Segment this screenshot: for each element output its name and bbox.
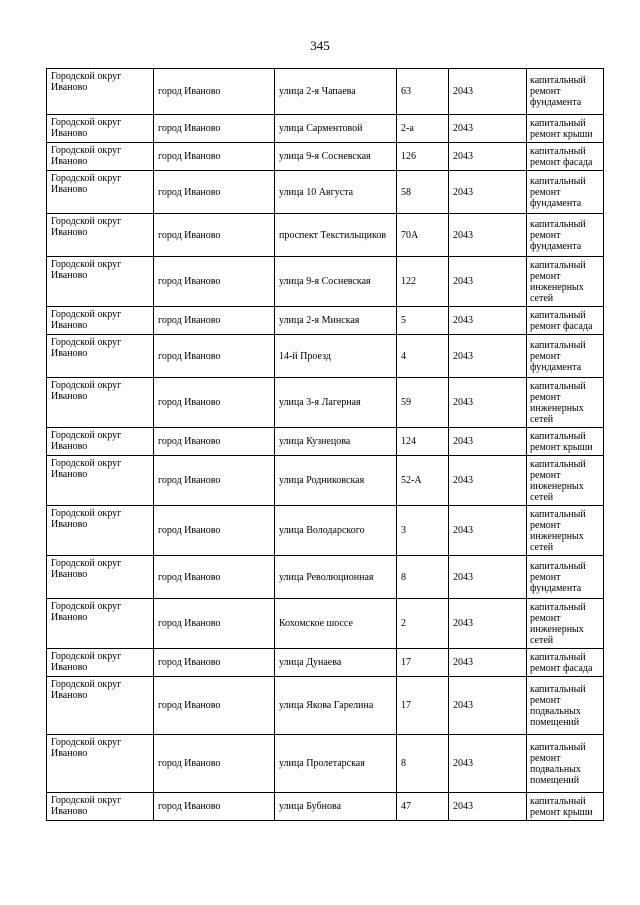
year-cell: 2043: [449, 456, 527, 506]
street-cell: улица Бубнова: [275, 793, 397, 821]
table-row: [47, 335, 604, 378]
year-cell: 2043: [449, 506, 527, 556]
municipality-cell: Городской округ Иваново: [47, 793, 154, 821]
table-row: [47, 599, 604, 649]
street-cell: улица 3-я Лагерная: [275, 378, 397, 428]
work-type-cell: капитальный ремонт инженерных сетей: [527, 506, 604, 556]
table-body: [47, 69, 604, 821]
work-type-cell: капитальный ремонт фундамента: [527, 69, 604, 115]
municipality-cell: Городской округ Иваново: [47, 143, 154, 171]
street-cell: улица Володарского: [275, 506, 397, 556]
city-cell: город Иваново: [154, 171, 275, 214]
municipality-cell: Городской округ Иваново: [47, 428, 154, 456]
work-type-cell: капитальный ремонт инженерных сетей: [527, 456, 604, 506]
year-cell: 2043: [449, 793, 527, 821]
work-type-cell: капитальный ремонт крыши: [527, 115, 604, 143]
city-cell: город Иваново: [154, 456, 275, 506]
street-cell: проспект Текстильщиков: [275, 214, 397, 257]
year-cell: 2043: [449, 378, 527, 428]
year-cell: 2043: [449, 428, 527, 456]
city-cell: город Иваново: [154, 69, 275, 115]
table-row: [47, 649, 604, 677]
house-number-cell: 17: [397, 677, 449, 735]
housing-repair-table: [46, 68, 604, 821]
street-cell: Кохомское шоссе: [275, 599, 397, 649]
year-cell: 2043: [449, 171, 527, 214]
city-cell: город Иваново: [154, 677, 275, 735]
table-row: [47, 428, 604, 456]
house-number-cell: 5: [397, 307, 449, 335]
municipality-cell: Городской округ Иваново: [47, 115, 154, 143]
work-type-cell: капитальный ремонт крыши: [527, 428, 604, 456]
house-number-cell: 8: [397, 556, 449, 599]
house-number-cell: 2: [397, 599, 449, 649]
street-cell: улица 10 Августа: [275, 171, 397, 214]
city-cell: город Иваново: [154, 214, 275, 257]
municipality-cell: Городской округ Иваново: [47, 214, 154, 257]
street-cell: 14-й Проезд: [275, 335, 397, 378]
municipality-cell: Городской округ Иваново: [47, 307, 154, 335]
municipality-cell: Городской округ Иваново: [47, 69, 154, 115]
house-number-cell: 2-а: [397, 115, 449, 143]
table-row: [47, 214, 604, 257]
work-type-cell: капитальный ремонт инженерных сетей: [527, 599, 604, 649]
city-cell: город Иваново: [154, 556, 275, 599]
year-cell: 2043: [449, 307, 527, 335]
municipality-cell: Городской округ Иваново: [47, 335, 154, 378]
municipality-cell: Городской округ Иваново: [47, 378, 154, 428]
house-number-cell: 17: [397, 649, 449, 677]
municipality-cell: Городской округ Иваново: [47, 599, 154, 649]
house-number-cell: 70А: [397, 214, 449, 257]
municipality-cell: Городской округ Иваново: [47, 456, 154, 506]
house-number-cell: 3: [397, 506, 449, 556]
house-number-cell: 58: [397, 171, 449, 214]
work-type-cell: капитальный ремонт фундамента: [527, 556, 604, 599]
city-cell: город Иваново: [154, 378, 275, 428]
table-row: [47, 556, 604, 599]
city-cell: город Иваново: [154, 143, 275, 171]
work-type-cell: капитальный ремонт фундамента: [527, 171, 604, 214]
municipality-cell: Городской округ Иваново: [47, 677, 154, 735]
table-row: [47, 69, 604, 115]
table-row: [47, 115, 604, 143]
street-cell: улица 9-я Сосневская: [275, 143, 397, 171]
year-cell: 2043: [449, 335, 527, 378]
table-row: [47, 307, 604, 335]
year-cell: 2043: [449, 143, 527, 171]
street-cell: улица Якова Гарелина: [275, 677, 397, 735]
municipality-cell: Городской округ Иваново: [47, 649, 154, 677]
street-cell: улица Кузнецова: [275, 428, 397, 456]
year-cell: 2043: [449, 556, 527, 599]
table-row: [47, 735, 604, 793]
year-cell: 2043: [449, 214, 527, 257]
street-cell: улица 2-я Минская: [275, 307, 397, 335]
year-cell: 2043: [449, 677, 527, 735]
city-cell: город Иваново: [154, 335, 275, 378]
house-number-cell: 52-А: [397, 456, 449, 506]
year-cell: 2043: [449, 257, 527, 307]
city-cell: город Иваново: [154, 257, 275, 307]
city-cell: город Иваново: [154, 428, 275, 456]
house-number-cell: 47: [397, 793, 449, 821]
work-type-cell: капитальный ремонт крыши: [527, 793, 604, 821]
house-number-cell: 4: [397, 335, 449, 378]
year-cell: 2043: [449, 735, 527, 793]
street-cell: улица 2-я Чапаева: [275, 69, 397, 115]
table-row: [47, 506, 604, 556]
street-cell: улица 9-я Сосневская: [275, 257, 397, 307]
work-type-cell: капитальный ремонт фундамента: [527, 214, 604, 257]
house-number-cell: 122: [397, 257, 449, 307]
work-type-cell: капитальный ремонт инженерных сетей: [527, 257, 604, 307]
work-type-cell: капитальный ремонт подвальных помещений: [527, 677, 604, 735]
year-cell: 2043: [449, 649, 527, 677]
table-row: [47, 378, 604, 428]
year-cell: 2043: [449, 115, 527, 143]
work-type-cell: капитальный ремонт инженерных сетей: [527, 378, 604, 428]
street-cell: улица Дунаева: [275, 649, 397, 677]
city-cell: город Иваново: [154, 735, 275, 793]
work-type-cell: капитальный ремонт фасада: [527, 143, 604, 171]
table-row: [47, 171, 604, 214]
house-number-cell: 124: [397, 428, 449, 456]
work-type-cell: капитальный ремонт подвальных помещений: [527, 735, 604, 793]
work-type-cell: капитальный ремонт фасада: [527, 307, 604, 335]
municipality-cell: Городской округ Иваново: [47, 506, 154, 556]
city-cell: город Иваново: [154, 506, 275, 556]
street-cell: улица Родниковская: [275, 456, 397, 506]
municipality-cell: Городской округ Иваново: [47, 556, 154, 599]
city-cell: город Иваново: [154, 115, 275, 143]
house-number-cell: 8: [397, 735, 449, 793]
work-type-cell: капитальный ремонт фасада: [527, 649, 604, 677]
city-cell: город Иваново: [154, 793, 275, 821]
year-cell: 2043: [449, 69, 527, 115]
table-row: [47, 793, 604, 821]
table-row: [47, 677, 604, 735]
year-cell: 2043: [449, 599, 527, 649]
work-type-cell: капитальный ремонт фундамента: [527, 335, 604, 378]
street-cell: улица Сарментовой: [275, 115, 397, 143]
city-cell: город Иваново: [154, 307, 275, 335]
house-number-cell: 63: [397, 69, 449, 115]
house-number-cell: 59: [397, 378, 449, 428]
table-row: [47, 143, 604, 171]
city-cell: город Иваново: [154, 649, 275, 677]
municipality-cell: Городской округ Иваново: [47, 735, 154, 793]
street-cell: улица Пролетарская: [275, 735, 397, 793]
house-number-cell: 126: [397, 143, 449, 171]
municipality-cell: Городской округ Иваново: [47, 171, 154, 214]
street-cell: улица Революционная: [275, 556, 397, 599]
table-row: [47, 257, 604, 307]
city-cell: город Иваново: [154, 599, 275, 649]
municipality-cell: Городской округ Иваново: [47, 257, 154, 307]
table-row: [47, 456, 604, 506]
page-number: 345: [310, 38, 330, 53]
